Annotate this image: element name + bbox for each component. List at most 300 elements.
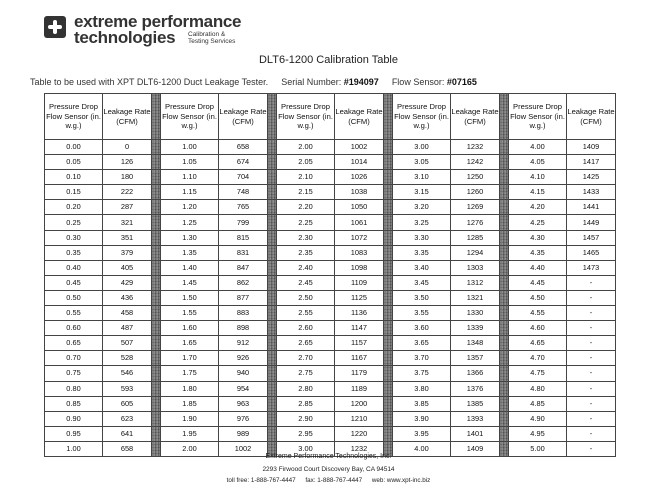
pressure-cell: 3.65 — [393, 336, 451, 351]
table-row — [45, 185, 616, 200]
table-description: Table to be used with XPT DLT6-1200 Duct Leakage Tester. — [30, 77, 269, 87]
pressure-cell: 4.35 — [509, 245, 567, 260]
column-divider — [384, 185, 393, 200]
serial-number-value: #194097 — [343, 77, 379, 87]
leakage-cell: - — [567, 351, 616, 366]
pressure-cell: 3.55 — [393, 306, 451, 321]
leakage-cell: 1157 — [335, 336, 384, 351]
pressure-cell: 5.00 — [509, 441, 567, 456]
pressure-cell: 4.40 — [509, 260, 567, 275]
table-row — [45, 396, 616, 411]
column-divider — [152, 260, 161, 275]
document-title: DLT6-1200 Calibration Table — [258, 54, 398, 66]
leakage-cell: 658 — [103, 441, 152, 456]
column-divider — [384, 200, 393, 215]
leakage-cell: 546 — [103, 366, 152, 381]
footer-address: 2293 Firwood Court Discovery Bay, CA 94514 — [262, 466, 395, 473]
pressure-cell: 0.65 — [45, 336, 103, 351]
pressure-cell: 1.75 — [161, 366, 219, 381]
pressure-cell: 1.65 — [161, 336, 219, 351]
column-divider — [384, 396, 393, 411]
leakage-cell: 1136 — [335, 306, 384, 321]
column-divider — [152, 170, 161, 185]
pressure-cell: 3.05 — [393, 155, 451, 170]
pressure-cell: 0.15 — [45, 185, 103, 200]
leakage-cell: 1330 — [451, 306, 500, 321]
leakage-cell: 487 — [103, 321, 152, 336]
pressure-cell: 1.85 — [161, 396, 219, 411]
table-row — [45, 215, 616, 230]
table-row — [45, 260, 616, 275]
pressure-cell: 3.35 — [393, 245, 451, 260]
leakage-cell: 1250 — [451, 170, 500, 185]
flow-sensor-label: Flow Sensor: — [391, 77, 445, 87]
column-divider — [268, 140, 277, 155]
leakage-cell: 126 — [103, 155, 152, 170]
pressure-cell: 4.90 — [509, 411, 567, 426]
leakage-cell: 605 — [103, 396, 152, 411]
pressure-cell: 0.85 — [45, 396, 103, 411]
pressure-cell: 2.60 — [277, 321, 335, 336]
pressure-cell: 0.20 — [45, 200, 103, 215]
pressure-cell: 3.60 — [393, 321, 451, 336]
leakage-cell: 1002 — [219, 441, 268, 456]
column-divider — [268, 170, 277, 185]
pressure-cell: 0.50 — [45, 290, 103, 305]
pressure-cell: 3.80 — [393, 381, 451, 396]
column-divider — [384, 366, 393, 381]
leakage-cell: 1339 — [451, 321, 500, 336]
column-divider — [384, 260, 393, 275]
column-divider — [384, 275, 393, 290]
column-divider — [268, 185, 277, 200]
leakage-cell: 1393 — [451, 411, 500, 426]
leakage-cell: 1417 — [567, 155, 616, 170]
pressure-cell: 0.30 — [45, 230, 103, 245]
table-row — [45, 426, 616, 441]
pressure-cell: 1.00 — [161, 140, 219, 155]
pressure-cell: 3.95 — [393, 426, 451, 441]
table-row — [45, 170, 616, 185]
column-divider — [384, 170, 393, 185]
pressure-cell: 4.20 — [509, 200, 567, 215]
column-divider — [384, 290, 393, 305]
leakage-cell: - — [567, 275, 616, 290]
column-divider — [152, 426, 161, 441]
pressure-cell: 0.60 — [45, 321, 103, 336]
column-divider — [500, 336, 509, 351]
logo-icon — [44, 16, 66, 38]
header-pressure-drop: Pressure Drop Flow Sensor (in. w.g.) — [509, 94, 567, 140]
table-row — [45, 381, 616, 396]
column-divider — [384, 94, 393, 140]
pressure-cell: 3.40 — [393, 260, 451, 275]
leakage-cell: 1147 — [335, 321, 384, 336]
column-divider — [268, 230, 277, 245]
leakage-cell: 1210 — [335, 411, 384, 426]
leakage-cell: 528 — [103, 351, 152, 366]
pressure-cell: 1.15 — [161, 185, 219, 200]
table-row — [45, 351, 616, 366]
leakage-cell: 1285 — [451, 230, 500, 245]
header-pressure-drop: Pressure Drop Flow Sensor (in. w.g.) — [45, 94, 103, 140]
table-row — [45, 140, 616, 155]
leakage-cell: 458 — [103, 306, 152, 321]
pressure-cell: 4.55 — [509, 306, 567, 321]
leakage-cell: - — [567, 411, 616, 426]
leakage-cell: 593 — [103, 381, 152, 396]
pressure-cell: 2.35 — [277, 245, 335, 260]
column-divider — [500, 411, 509, 426]
pressure-cell: 2.00 — [277, 140, 335, 155]
leakage-cell: - — [567, 441, 616, 456]
serial-number-label: Serial Number: — [281, 77, 342, 87]
column-divider — [500, 426, 509, 441]
column-divider — [384, 215, 393, 230]
leakage-cell: 1038 — [335, 185, 384, 200]
leakage-cell: 1072 — [335, 230, 384, 245]
column-divider — [500, 275, 509, 290]
table-row — [45, 366, 616, 381]
pressure-cell: 0.55 — [45, 306, 103, 321]
pressure-cell: 3.15 — [393, 185, 451, 200]
leakage-cell: 0 — [103, 140, 152, 155]
column-divider — [500, 245, 509, 260]
leakage-cell: 1260 — [451, 185, 500, 200]
column-divider — [268, 336, 277, 351]
footer-web: web: www.xpt-inc.biz — [371, 477, 431, 484]
pressure-cell: 0.10 — [45, 170, 103, 185]
leakage-cell: 1026 — [335, 170, 384, 185]
column-divider — [152, 155, 161, 170]
flow-sensor-value: #07165 — [446, 77, 477, 87]
column-divider — [500, 396, 509, 411]
column-divider — [152, 396, 161, 411]
column-divider — [384, 155, 393, 170]
column-divider — [152, 215, 161, 230]
column-divider — [268, 200, 277, 215]
pressure-cell: 1.90 — [161, 411, 219, 426]
column-divider — [268, 381, 277, 396]
header-leakage-rate: Leakage Rate (CFM) — [451, 94, 500, 140]
pressure-cell: 2.15 — [277, 185, 335, 200]
column-divider — [152, 230, 161, 245]
column-divider — [268, 396, 277, 411]
column-divider — [500, 381, 509, 396]
pressure-cell: 4.60 — [509, 321, 567, 336]
column-divider — [152, 321, 161, 336]
pressure-cell: 4.25 — [509, 215, 567, 230]
pressure-cell: 0.05 — [45, 155, 103, 170]
leakage-cell: 912 — [219, 336, 268, 351]
pressure-cell: 4.80 — [509, 381, 567, 396]
column-divider — [152, 351, 161, 366]
pressure-cell: 2.85 — [277, 396, 335, 411]
column-divider — [268, 321, 277, 336]
column-divider — [152, 336, 161, 351]
column-divider — [152, 366, 161, 381]
column-divider — [500, 215, 509, 230]
leakage-cell: 877 — [219, 290, 268, 305]
column-divider — [152, 185, 161, 200]
column-divider — [152, 94, 161, 140]
column-divider — [152, 411, 161, 426]
leakage-cell: 1457 — [567, 230, 616, 245]
header-pressure-drop: Pressure Drop Flow Sensor (in. w.g.) — [161, 94, 219, 140]
leakage-cell: 180 — [103, 170, 152, 185]
leakage-cell: - — [567, 396, 616, 411]
leakage-cell: 1425 — [567, 170, 616, 185]
pressure-cell: 1.45 — [161, 275, 219, 290]
pressure-cell: 1.35 — [161, 245, 219, 260]
info-line — [30, 77, 477, 87]
pressure-cell: 2.30 — [277, 230, 335, 245]
leakage-cell: 1242 — [451, 155, 500, 170]
pressure-cell: 2.95 — [277, 426, 335, 441]
column-divider — [500, 140, 509, 155]
pressure-cell: 4.50 — [509, 290, 567, 305]
table-header-row — [45, 94, 616, 140]
column-divider — [384, 351, 393, 366]
leakage-cell: 658 — [219, 140, 268, 155]
pressure-cell: 0.45 — [45, 275, 103, 290]
pressure-cell: 2.65 — [277, 336, 335, 351]
column-divider — [268, 215, 277, 230]
leakage-cell: 1109 — [335, 275, 384, 290]
pressure-cell: 2.40 — [277, 260, 335, 275]
table-row — [45, 200, 616, 215]
leakage-cell: 862 — [219, 275, 268, 290]
leakage-cell: 954 — [219, 381, 268, 396]
leakage-cell: 351 — [103, 230, 152, 245]
leakage-cell: 1401 — [451, 426, 500, 441]
column-divider — [268, 94, 277, 140]
leakage-cell: 883 — [219, 306, 268, 321]
header-leakage-rate: Leakage Rate (CFM) — [103, 94, 152, 140]
pressure-cell: 0.00 — [45, 140, 103, 155]
column-divider — [500, 260, 509, 275]
column-divider — [268, 260, 277, 275]
column-divider — [268, 245, 277, 260]
leakage-cell: 704 — [219, 170, 268, 185]
leakage-cell: 1098 — [335, 260, 384, 275]
pressure-cell: 2.05 — [277, 155, 335, 170]
column-divider — [268, 290, 277, 305]
pressure-cell: 4.45 — [509, 275, 567, 290]
column-divider — [268, 366, 277, 381]
column-divider — [268, 351, 277, 366]
pressure-cell: 4.10 — [509, 170, 567, 185]
leakage-cell: - — [567, 381, 616, 396]
table-row — [45, 245, 616, 260]
leakage-cell: 1357 — [451, 351, 500, 366]
column-divider — [500, 351, 509, 366]
pressure-cell: 3.00 — [393, 140, 451, 155]
footer-contact — [0, 477, 657, 484]
leakage-cell: 1409 — [567, 140, 616, 155]
column-divider — [152, 200, 161, 215]
table-row — [45, 411, 616, 426]
column-divider — [500, 306, 509, 321]
leakage-cell: - — [567, 321, 616, 336]
footer-company: Extreme Performance Technologies, Inc. — [265, 453, 392, 460]
header-leakage-rate: Leakage Rate (CFM) — [567, 94, 616, 140]
pressure-cell: 4.05 — [509, 155, 567, 170]
column-divider — [500, 200, 509, 215]
pressure-cell: 1.80 — [161, 381, 219, 396]
pressure-cell: 3.10 — [393, 170, 451, 185]
leakage-cell: 1220 — [335, 426, 384, 441]
pressure-cell: 3.25 — [393, 215, 451, 230]
leakage-cell: 926 — [219, 351, 268, 366]
pressure-cell: 0.35 — [45, 245, 103, 260]
leakage-cell: 222 — [103, 185, 152, 200]
pressure-cell: 1.55 — [161, 306, 219, 321]
header-leakage-rate: Leakage Rate (CFM) — [219, 94, 268, 140]
pressure-cell: 1.70 — [161, 351, 219, 366]
column-divider — [384, 140, 393, 155]
pressure-cell: 2.10 — [277, 170, 335, 185]
column-divider — [500, 366, 509, 381]
pressure-cell: 2.20 — [277, 200, 335, 215]
pressure-cell: 1.30 — [161, 230, 219, 245]
pressure-cell: 2.80 — [277, 381, 335, 396]
leakage-cell: 429 — [103, 275, 152, 290]
pressure-cell: 1.20 — [161, 200, 219, 215]
leakage-cell: 321 — [103, 215, 152, 230]
leakage-cell: 1449 — [567, 215, 616, 230]
leakage-cell: 1294 — [451, 245, 500, 260]
pressure-cell: 1.40 — [161, 260, 219, 275]
pressure-cell: 4.75 — [509, 366, 567, 381]
column-divider — [500, 230, 509, 245]
leakage-cell: 847 — [219, 260, 268, 275]
table-row — [45, 290, 616, 305]
leakage-cell: 1276 — [451, 215, 500, 230]
pressure-cell: 0.75 — [45, 366, 103, 381]
pressure-cell: 4.85 — [509, 396, 567, 411]
leakage-cell: 623 — [103, 411, 152, 426]
pressure-cell: 4.70 — [509, 351, 567, 366]
column-divider — [384, 230, 393, 245]
column-divider — [152, 245, 161, 260]
leakage-cell: 1002 — [335, 140, 384, 155]
header-pressure-drop: Pressure Drop Flow Sensor (in. w.g.) — [393, 94, 451, 140]
leakage-cell: 1312 — [451, 275, 500, 290]
leakage-cell: 1232 — [451, 140, 500, 155]
leakage-cell: 898 — [219, 321, 268, 336]
leakage-cell: 1050 — [335, 200, 384, 215]
pressure-cell: 3.30 — [393, 230, 451, 245]
calibration-table — [44, 93, 616, 457]
leakage-cell: 815 — [219, 230, 268, 245]
column-divider — [384, 306, 393, 321]
column-divider — [268, 155, 277, 170]
pressure-cell: 4.00 — [509, 140, 567, 155]
column-divider — [500, 290, 509, 305]
leakage-cell: 765 — [219, 200, 268, 215]
column-divider — [152, 275, 161, 290]
column-divider — [152, 290, 161, 305]
pressure-cell: 3.50 — [393, 290, 451, 305]
pressure-cell: 2.50 — [277, 290, 335, 305]
leakage-cell: 1385 — [451, 396, 500, 411]
leakage-cell: 1269 — [451, 200, 500, 215]
leakage-cell: 507 — [103, 336, 152, 351]
header-pressure-drop: Pressure Drop Flow Sensor (in. w.g.) — [277, 94, 335, 140]
leakage-cell: 1200 — [335, 396, 384, 411]
column-divider — [268, 426, 277, 441]
pressure-cell: 2.90 — [277, 411, 335, 426]
footer-fax: fax: 1-888-767-4447 — [305, 477, 363, 484]
pressure-cell: 4.15 — [509, 185, 567, 200]
column-divider — [268, 275, 277, 290]
column-divider — [152, 381, 161, 396]
leakage-cell: - — [567, 306, 616, 321]
pressure-cell: 2.55 — [277, 306, 335, 321]
leakage-cell: 1167 — [335, 351, 384, 366]
leakage-cell: 405 — [103, 260, 152, 275]
leakage-cell: 989 — [219, 426, 268, 441]
column-divider — [152, 140, 161, 155]
column-divider — [384, 426, 393, 441]
pressure-cell: 3.70 — [393, 351, 451, 366]
column-divider — [500, 321, 509, 336]
pressure-cell: 4.65 — [509, 336, 567, 351]
table-row — [45, 155, 616, 170]
table-row — [45, 275, 616, 290]
leakage-cell: - — [567, 290, 616, 305]
pressure-cell: 3.85 — [393, 396, 451, 411]
footer-toll-free: toll free: 1-888-767-4447 — [226, 477, 296, 484]
pressure-cell: 2.45 — [277, 275, 335, 290]
column-divider — [384, 321, 393, 336]
leakage-cell: 1473 — [567, 260, 616, 275]
company-logo — [44, 12, 274, 48]
pressure-cell: 2.75 — [277, 366, 335, 381]
leakage-cell: - — [567, 426, 616, 441]
pressure-cell: 3.90 — [393, 411, 451, 426]
column-divider — [384, 245, 393, 260]
leakage-cell: 436 — [103, 290, 152, 305]
table-row — [45, 230, 616, 245]
leakage-cell: 1189 — [335, 381, 384, 396]
leakage-cell: 831 — [219, 245, 268, 260]
leakage-cell: 379 — [103, 245, 152, 260]
table-row — [45, 321, 616, 336]
leakage-cell: 1125 — [335, 290, 384, 305]
pressure-cell: 1.95 — [161, 426, 219, 441]
logo-text-line1: extreme performance — [74, 12, 242, 31]
leakage-cell: 1366 — [451, 366, 500, 381]
column-divider — [152, 306, 161, 321]
pressure-cell: 4.00 — [393, 441, 451, 456]
leakage-cell: 940 — [219, 366, 268, 381]
table-row — [45, 336, 616, 351]
pressure-cell: 1.25 — [161, 215, 219, 230]
column-divider — [384, 411, 393, 426]
pressure-cell: 3.45 — [393, 275, 451, 290]
leakage-cell: 1179 — [335, 366, 384, 381]
table-row — [45, 306, 616, 321]
pressure-cell: 3.00 — [277, 441, 335, 456]
pressure-cell: 1.60 — [161, 321, 219, 336]
column-divider — [500, 170, 509, 185]
pressure-cell: 0.40 — [45, 260, 103, 275]
pressure-cell: 4.30 — [509, 230, 567, 245]
column-divider — [384, 336, 393, 351]
leakage-cell: 1409 — [451, 441, 500, 456]
